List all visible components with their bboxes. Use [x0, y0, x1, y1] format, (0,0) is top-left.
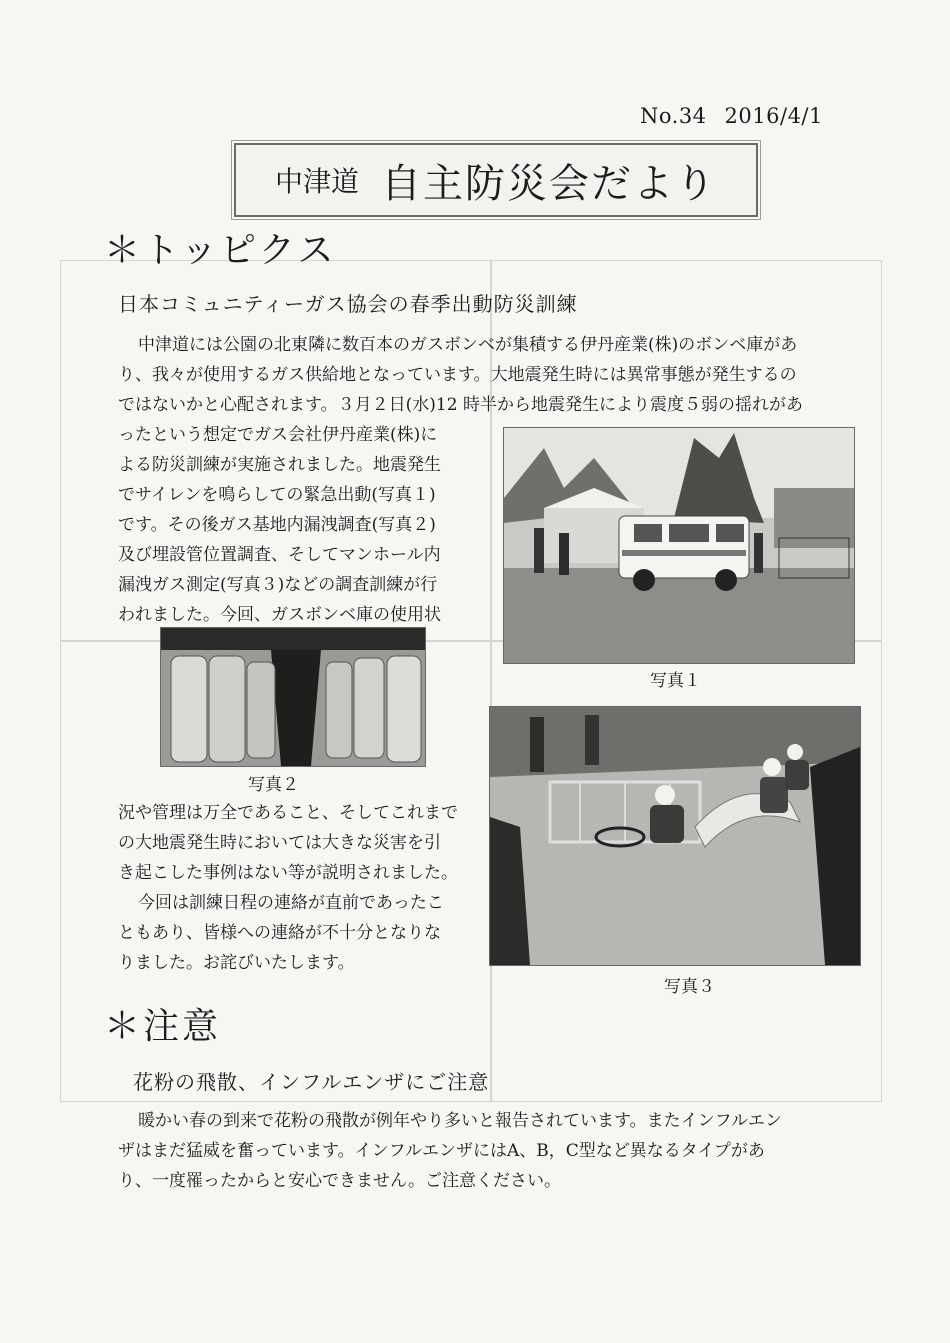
notice-subheading: 花粉の飛散、インフルエンザにご注意: [133, 1070, 490, 1094]
topics-line: 況や管理は万全であること、そしてこれまで: [118, 803, 458, 823]
topics-line: の大地震発生時においては大きな災害を引: [118, 833, 441, 853]
topics-line: よる防災訓練が実施されました。地震発生: [118, 455, 441, 475]
topics-line: 今回は訓練日程の連絡が直前であったこ: [138, 893, 444, 913]
notice-line: ザはまだ猛威を奮っています。インフルエンザにはA、B，C型など異なるタイプがあ: [118, 1141, 765, 1161]
issue-number: No.34: [640, 104, 707, 128]
photo-1-caption: 写真１: [650, 671, 701, 691]
photo-3-caption: 写真３: [664, 977, 715, 997]
topics-line: でサイレンを鳴らしての緊急出動(写真１): [118, 485, 436, 505]
issue-date: 2016/4/1: [724, 104, 823, 128]
photo-2-caption: 写真２: [248, 775, 299, 795]
title-place: 中津道: [274, 165, 359, 198]
topics-line: りました。お詫びいたします。: [118, 953, 355, 973]
title-name: 自主防災会だより: [381, 160, 717, 207]
issue-info: [640, 104, 841, 128]
topics-line: ったという想定でガス会社伊丹産業(株)に: [118, 425, 438, 445]
topics-intro: [118, 330, 858, 420]
photo-1-emergency-vehicle: [503, 427, 855, 664]
photo-2-gas-cylinder-storage: [160, 627, 426, 767]
notice-line: り、一度罹ったからと安心できません。ご注意ください。: [118, 1171, 562, 1191]
notice-heading: ＊注意: [104, 1006, 222, 1047]
topics-line: 漏洩ガス測定(写真３)などの調査訓練が行: [118, 575, 438, 595]
newsletter-title: [234, 143, 758, 217]
topics-column-text: [118, 420, 488, 630]
topics-line: です。その後ガス基地内漏洩調査(写真２): [118, 515, 436, 535]
photo-3-manhole-measurement: [489, 706, 861, 966]
topics-line: り、我々が使用するガス供給地となっています。大地震発生時には異常事態が発生するの: [118, 365, 797, 385]
topics-line: ともあり、皆様への連絡が不十分となりな: [118, 923, 441, 943]
notice-text: [118, 1106, 863, 1196]
topics-line: 及び埋設管位置調査、そしてマンホール内: [118, 545, 441, 565]
topics-line: 中津道には公園の北東隣に数百本のガスボンベが集積する伊丹産業(株)のボンベ庫があ: [138, 335, 798, 355]
topics-line: われました。今回、ガスボンベ庫の使用状: [118, 605, 441, 625]
topics-line: ではないかと心配されます。３月２日(水)12 時半から地震発生により震度５弱の揺れがあ: [118, 395, 803, 415]
topics-subheading: 日本コミュニティーガス協会の春季出動防災訓練: [118, 292, 578, 316]
topics-closing-text: [118, 798, 488, 978]
notice-line: 暖かい春の到来で花粉の飛散が例年やり多いと報告されています。またインフルエン: [138, 1111, 782, 1131]
topics-line: き起こした事例はない等が説明されました。: [118, 863, 458, 883]
topics-heading: ＊トッピクス: [104, 230, 337, 271]
